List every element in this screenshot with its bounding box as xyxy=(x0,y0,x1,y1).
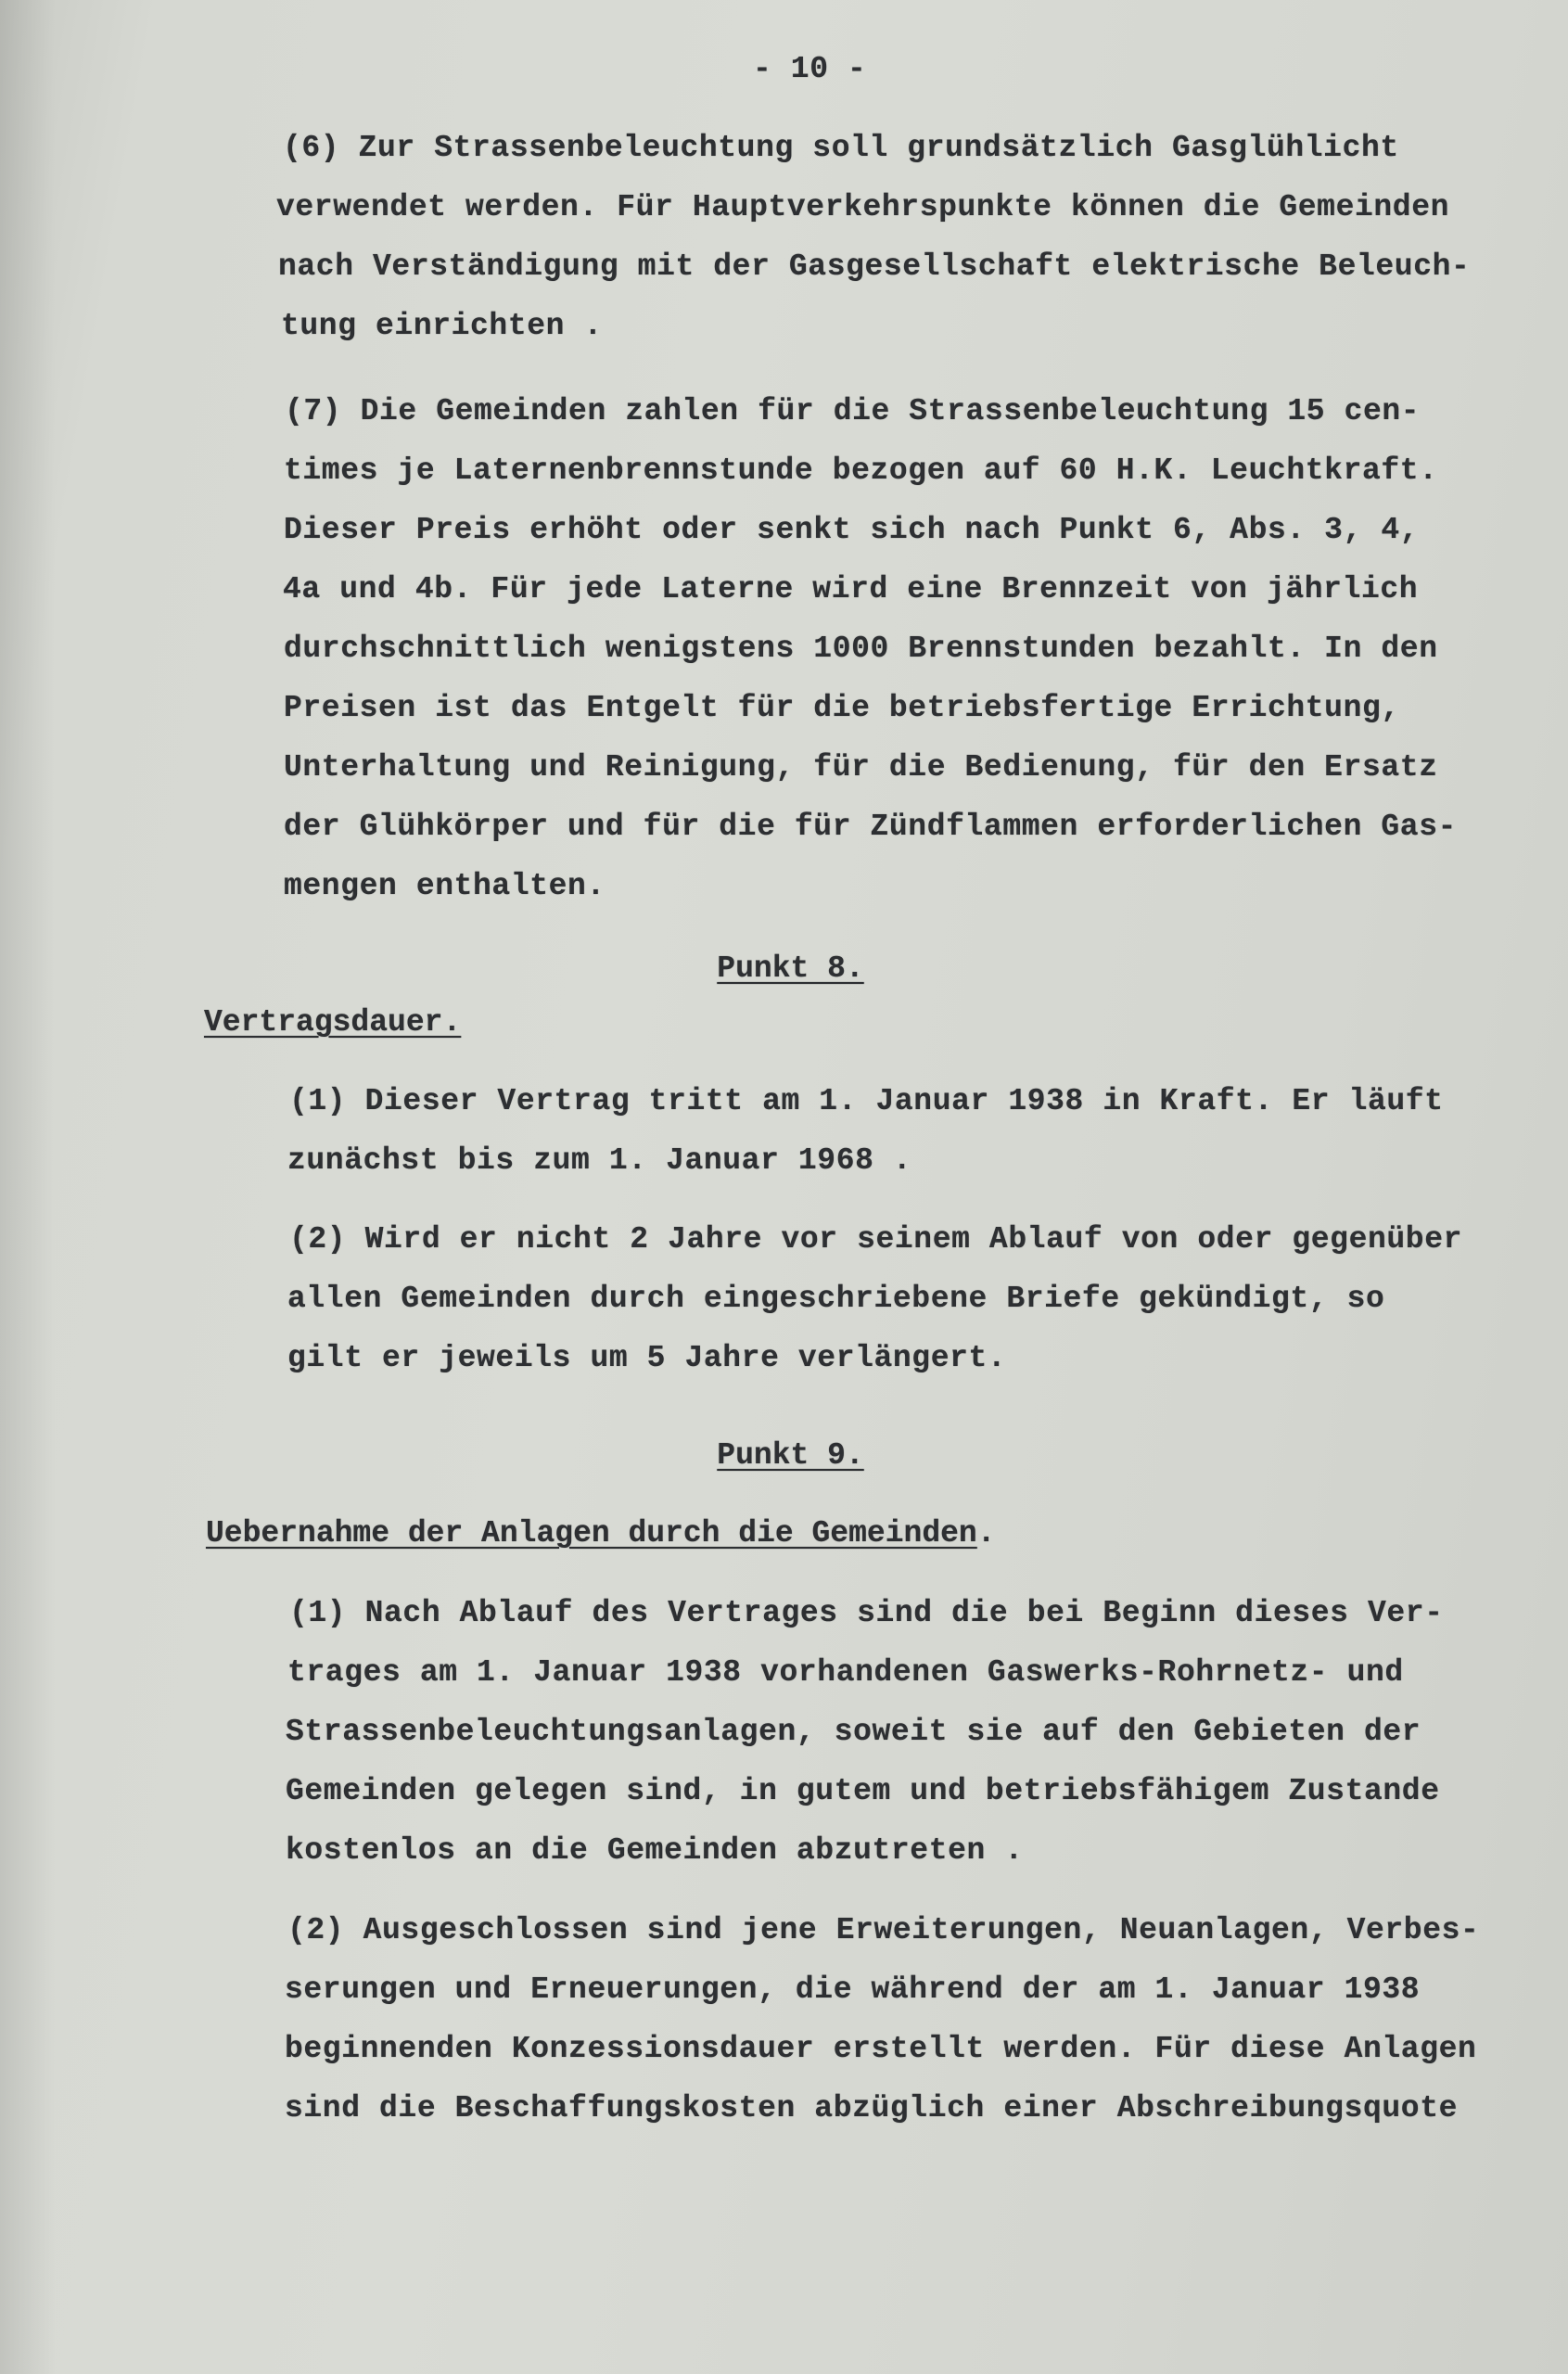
section-9-title: Uebernahme der Anlagen durch die Gemeinden. xyxy=(206,1516,996,1551)
paragraph-line: tung einrichten . xyxy=(281,309,603,343)
paragraph-line: times je Laternenbrennstunde bezogen auf 60 H.K. Leuchtkraft. xyxy=(284,453,1438,488)
paragraph-line: nach Verständigung mit der Gasgesellschaft elektrische Beleuch- xyxy=(278,249,1471,284)
paragraph-line: durchschnittlich wenigstens 1000 Brennstunden bezahlt. In den xyxy=(284,632,1438,666)
section-9-title-suffix: . xyxy=(976,1516,996,1551)
section-9-heading: Punkt 9. xyxy=(717,1438,864,1473)
paragraph-line: Preisen ist das Entgelt für die betriebsfertige Errichtung, xyxy=(284,691,1400,725)
paragraph-line: der Glühkörper und für die für Zündflammen erforderlichen Gas- xyxy=(284,810,1457,844)
section-8-title: Vertragsdauer. xyxy=(204,1005,462,1040)
paragraph-6 xyxy=(0,119,1568,356)
paragraph-line: (2) Ausgeschlossen sind jene Erweiterungen, Neuanlagen, Verbes- xyxy=(287,1913,1480,1947)
section-8-paragraph-2 xyxy=(0,1210,1568,1388)
paragraph-line: verwendet werden. Für Hauptverkehrspunkte können die Gemeinden xyxy=(276,190,1449,224)
paragraph-line: mengen enthalten. xyxy=(284,869,606,903)
paragraph-line: kostenlos an die Gemeinden abzutreten . xyxy=(286,1833,1024,1868)
paragraph-line: (1) Dieser Vertrag tritt am 1. Januar 1938 in Kraft. Er läuft xyxy=(289,1084,1444,1118)
page-number: - 10 - xyxy=(753,52,867,86)
paragraph-line: Gemeinden gelegen sind, in gutem und betriebsfähigem Zustande xyxy=(286,1774,1440,1808)
paragraph-line: allen Gemeinden durch eingeschriebene Briefe gekündigt, so xyxy=(287,1282,1385,1316)
paragraph-line: (6) Zur Strassenbeleuchtung soll grundsätzlich Gasglühlicht xyxy=(283,131,1399,165)
paragraph-line: 4a und 4b. Für jede Laterne wird eine Brennzeit von jährlich xyxy=(283,572,1419,606)
paragraph-line: zunächst bis zum 1. Januar 1968 . xyxy=(287,1143,912,1178)
paragraph-line: Dieser Preis erhöht oder senkt sich nach Punkt 6, Abs. 3, 4, xyxy=(284,513,1420,547)
paragraph-line: (1) Nach Ablauf des Vertrages sind die bei Beginn dieses Ver- xyxy=(289,1596,1444,1630)
paragraph-line: serungen und Erneuerungen, die während der am 1. Januar 1938 xyxy=(285,1972,1421,2007)
paragraph-line: beginnenden Konzessionsdauer erstellt werden. Für diese Anlagen xyxy=(285,2032,1477,2066)
paragraph-line: (2) Wird er nicht 2 Jahre vor seinem Ablauf von oder gegenüber xyxy=(289,1222,1462,1257)
section-9-paragraph-2 xyxy=(0,1901,1568,2138)
paragraph-line: Unterhaltung und Reinigung, für die Bedienung, für den Ersatz xyxy=(284,750,1438,785)
paragraph-line: sind die Beschaffungskosten abzüglich einer Abschreibungsquote xyxy=(285,2091,1458,2125)
paragraph-7 xyxy=(0,382,1568,916)
paragraph-line: trages am 1. Januar 1938 vorhandenen Gaswerks-Rohrnetz- und xyxy=(287,1655,1404,1690)
paragraph-line: (7) Die Gemeinden zahlen für die Strassenbeleuchtung 15 cen- xyxy=(285,394,1421,428)
section-9-paragraph-1 xyxy=(0,1584,1568,1881)
paragraph-line: Strassenbeleuchtungsanlagen, soweit sie auf den Gebieten der xyxy=(286,1715,1421,1749)
paragraph-line: gilt er jeweils um 5 Jahre verlängert. xyxy=(287,1341,1007,1375)
section-8-paragraph-1 xyxy=(0,1072,1568,1191)
section-8-heading: Punkt 8. xyxy=(717,951,864,986)
